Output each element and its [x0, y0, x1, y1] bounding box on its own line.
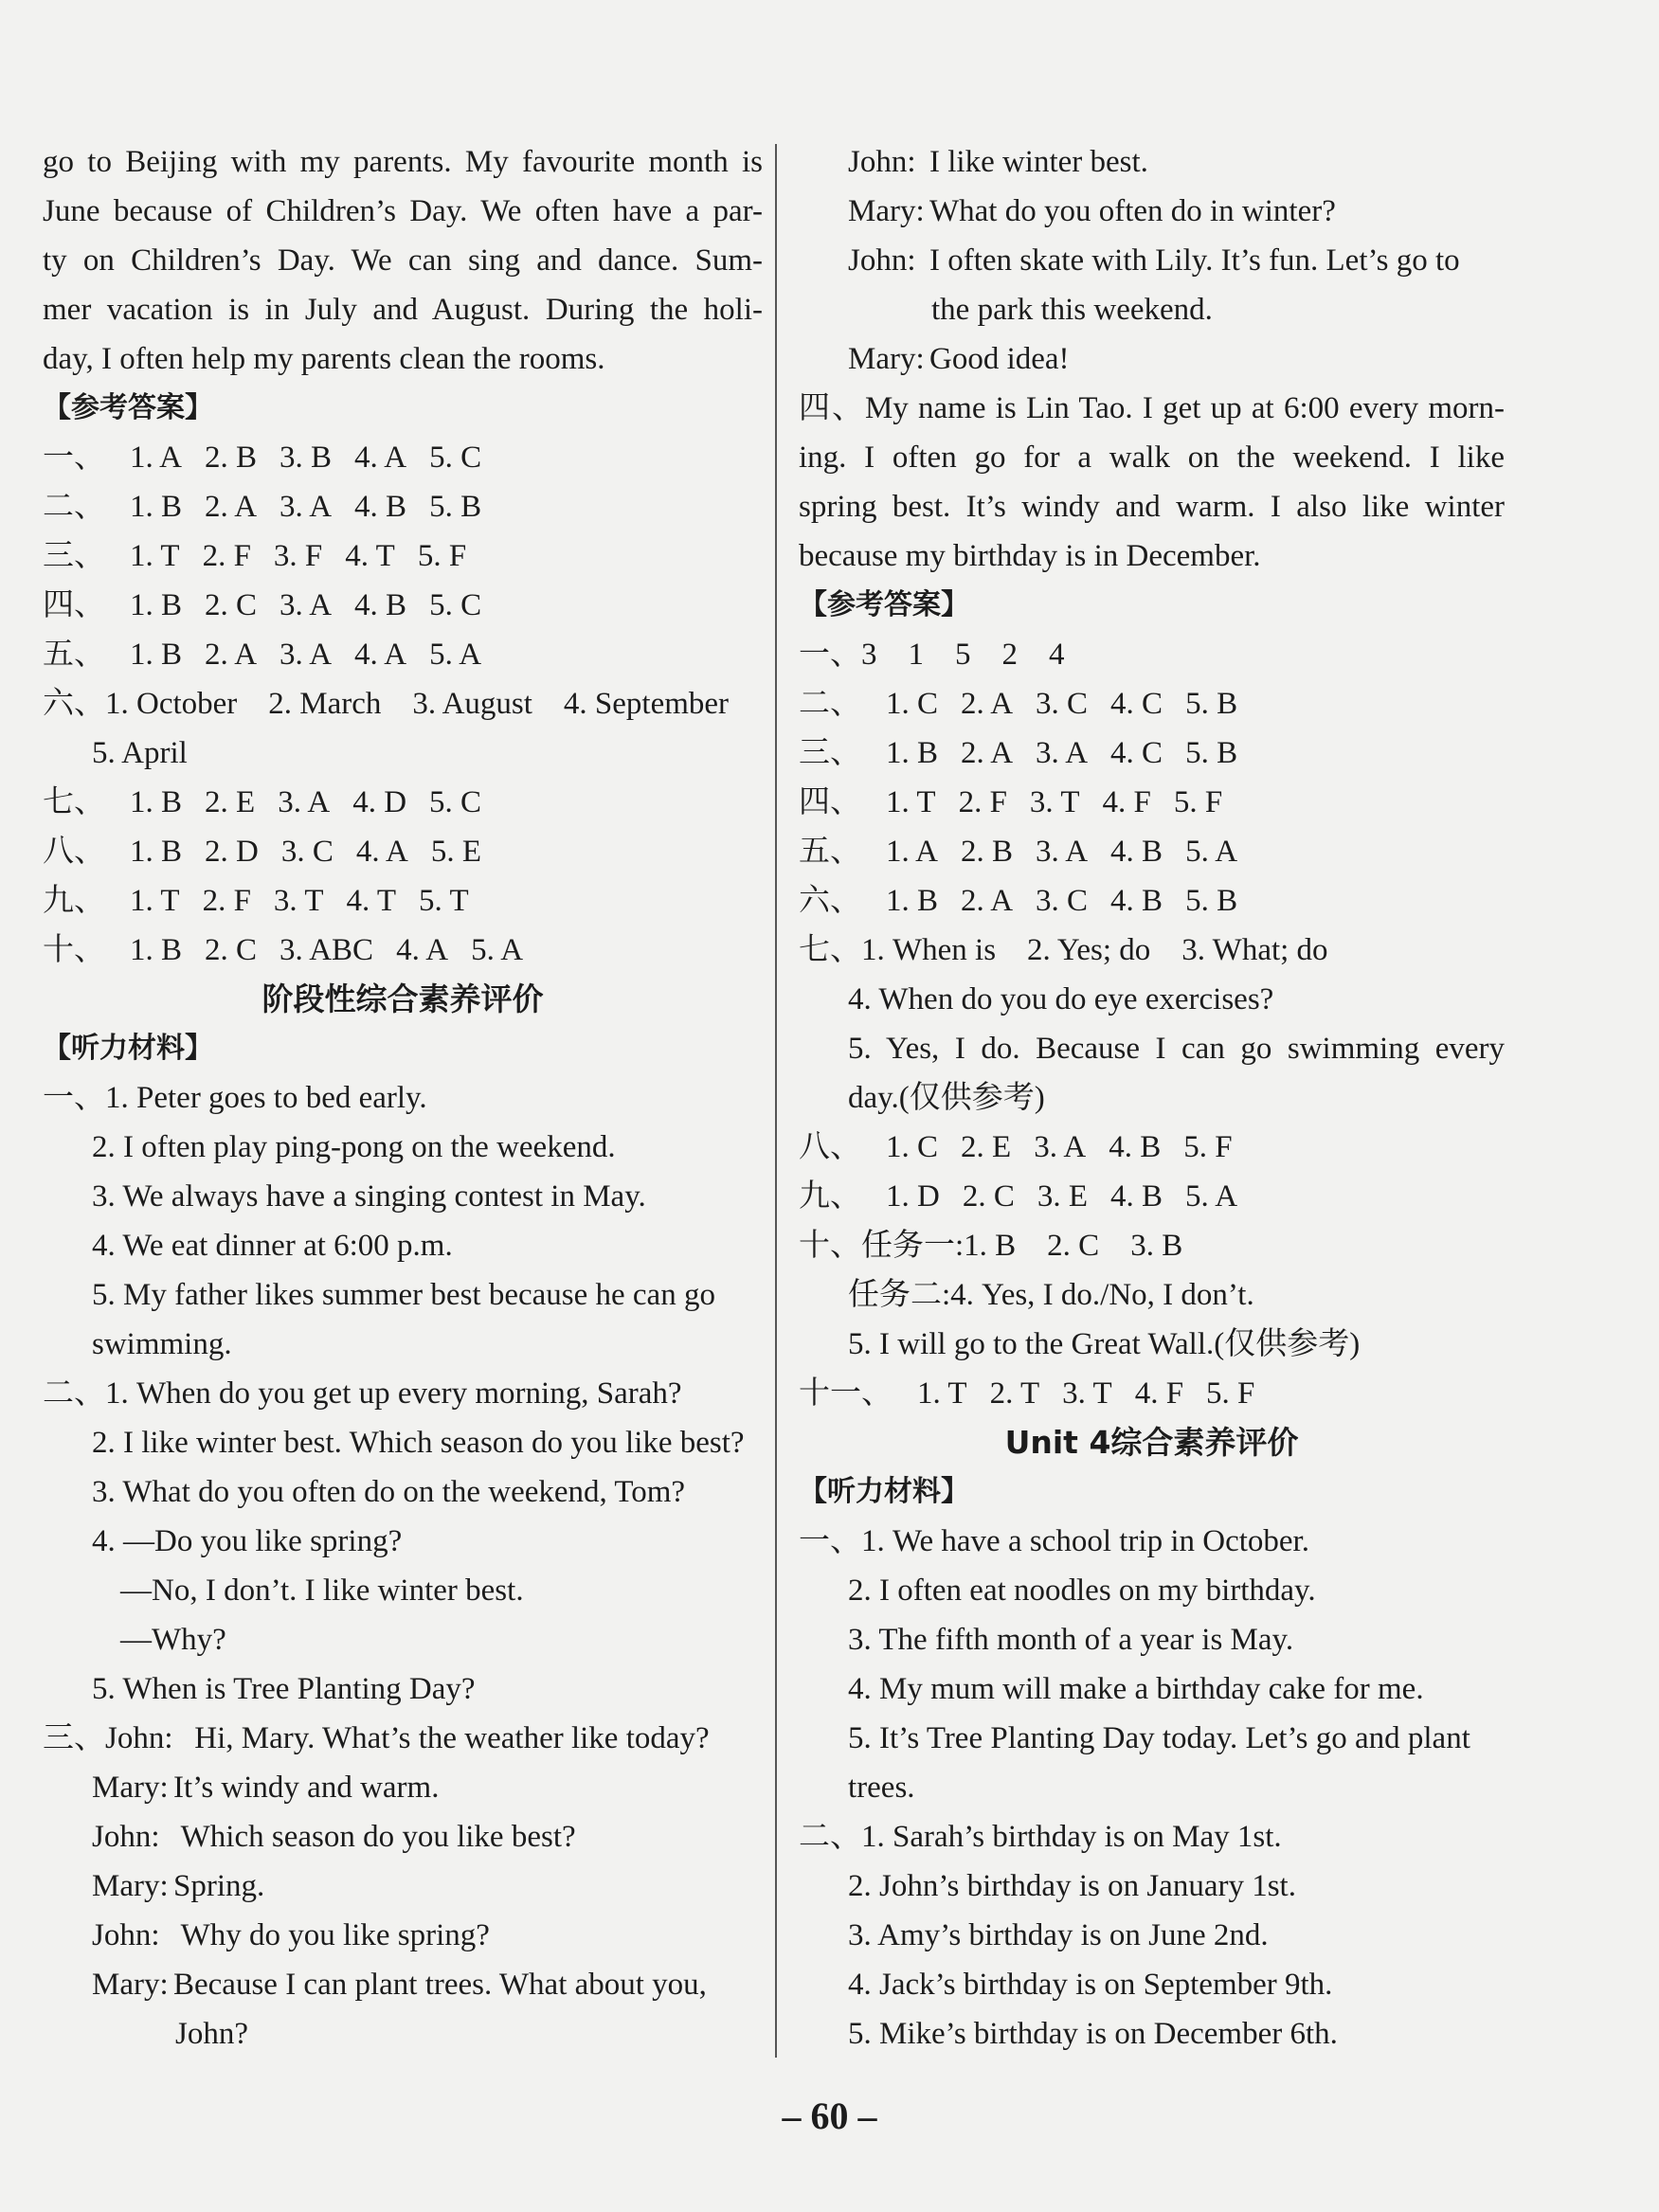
dialogue-line: Mary: Because I can plant trees. What about you,	[92, 1968, 707, 2002]
answer-row: 四、 1. B 2. C 3. A 4. B 5. C	[43, 588, 482, 622]
listening-line: 3. We always have a singing contest in May.	[92, 1179, 646, 1214]
dialogue-line: John: Which season do you like best?	[92, 1820, 576, 1854]
answer-row-cont: 5. Yes, I do. Because I can go swimming every	[848, 1032, 1505, 1066]
answer-row: 十、任务一:1. B 2. C 3. B	[799, 1229, 1183, 1263]
dialogue-line: Mary: Spring.	[92, 1869, 265, 1903]
intro-line: ty on Children’s Day. We can sing and dance. Sum-	[43, 243, 763, 278]
answer-row: 三、 1. B 2. A 3. A 4. C 5. B	[799, 736, 1238, 770]
intro-line: go to Beijing with my parents. My favourite month is	[43, 145, 763, 179]
answer-row-cont: day.(仅供参考)	[848, 1081, 1045, 1115]
dialogue-line: John?	[175, 2017, 248, 2051]
listening-line: 3. Amy’s birthday is on June 2nd.	[848, 1918, 1269, 1952]
dialogue-line: Mary: It’s windy and warm.	[92, 1771, 440, 1805]
listening-line: 二、1. When do you get up every morning, Sarah?	[43, 1376, 682, 1411]
section-title: 阶段性综合素养评价	[261, 980, 544, 1017]
listening-line: 3. The fifth month of a year is May.	[848, 1623, 1294, 1657]
answer-header: 【参考答案】	[43, 391, 213, 424]
answer-row-cont: 5. I will go to the Great Wall.(仅供参考)	[848, 1327, 1361, 1361]
passage-line: because my birthday is in December.	[799, 539, 1261, 573]
dialogue-line: 三、John: Hi, Mary. What’s the weather like today?	[43, 1721, 710, 1755]
right-column	[799, 137, 1505, 2059]
listening-line: 4. Jack’s birthday is on September 9th.	[848, 1968, 1333, 2002]
listening-line: 4. We eat dinner at 6:00 p.m.	[92, 1229, 453, 1263]
dialogue-line: the park this weekend.	[931, 293, 1213, 327]
listening-line: 3. What do you often do on the weekend, Tom?	[92, 1475, 686, 1509]
answer-row: 五、 1. A 2. B 3. A 4. B 5. A	[799, 835, 1238, 869]
section-title: Unit 4综合素养评价	[1004, 1424, 1299, 1461]
listening-line: —Why?	[120, 1623, 226, 1657]
listening-line: 5. When is Tree Planting Day?	[92, 1672, 476, 1706]
dialogue-line: Mary: What do you often do in winter?	[848, 194, 1336, 228]
answer-row: 六、1. October 2. March 3. August 4. September	[43, 687, 730, 721]
passage-line: ing. I often go for a walk on the weekend. I like	[799, 441, 1505, 475]
dialogue-line: John: Why do you like spring?	[92, 1918, 490, 1952]
listening-line: 4. —Do you like spring?	[92, 1524, 403, 1558]
listening-line: 2. I like winter best. Which season do you like best?	[92, 1426, 745, 1460]
passage-line: 四、My name is Lin Tao. I get up at 6:00 every morn-	[799, 391, 1505, 425]
page-number: – 60 –	[782, 2095, 877, 2137]
answer-header: 【参考答案】	[799, 588, 969, 621]
answer-row: 四、 1. T 2. F 3. T 4. F 5. F	[799, 785, 1223, 819]
dialogue-line: John: I like winter best.	[848, 145, 1148, 179]
listening-line: 5. Mike’s birthday is on December 6th.	[848, 2017, 1338, 2051]
answer-row-cont: 4. When do you do eye exercises?	[848, 982, 1274, 1016]
answer-row: 三、 1. T 2. F 3. F 4. T 5. F	[43, 539, 467, 573]
answer-row: 九、 1. D 2. C 3. E 4. B 5. A	[799, 1179, 1238, 1214]
answer-row: 一、 1. A 2. B 3. B 4. A 5. C	[43, 441, 482, 475]
listening-header: 【听力材料】	[799, 1475, 969, 1508]
listening-line: 2. I often eat noodles on my birthday.	[848, 1574, 1316, 1608]
answer-row: 十一、 1. T 2. T 3. T 4. F 5. F	[799, 1376, 1255, 1411]
listening-line: 2. I often play ping-pong on the weekend.	[92, 1130, 616, 1164]
answer-row: 二、 1. C 2. A 3. C 4. C 5. B	[799, 687, 1238, 721]
answer-row-cont: 任务二:4. Yes, I do./No, I don’t.	[848, 1278, 1254, 1312]
answer-row: 十、 1. B 2. C 3. ABC 4. A 5. A	[43, 933, 524, 967]
answer-row: 九、 1. T 2. F 3. T 4. T 5. T	[43, 884, 469, 918]
dialogue-line: Mary: Good idea!	[848, 342, 1070, 376]
listening-line: 2. John’s birthday is on January 1st.	[848, 1869, 1296, 1903]
answer-row: 八、 1. B 2. D 3. C 4. A 5. E	[43, 835, 482, 869]
listening-line: trees.	[848, 1771, 915, 1805]
listening-header: 【听力材料】	[43, 1032, 213, 1065]
answer-row-cont: 5. April	[92, 736, 188, 770]
listening-line: swimming.	[92, 1327, 232, 1361]
dialogue-line: John: I often skate with Lily. It’s fun. Let’s go to	[848, 243, 1460, 278]
answer-row: 一、3 1 5 2 4	[799, 638, 1065, 672]
column-divider	[775, 144, 777, 2058]
listening-line: 一、1. Peter goes to bed early.	[43, 1081, 427, 1115]
intro-line: mer vacation is in July and August. During the holi-	[43, 293, 763, 327]
answer-row: 七、 1. B 2. E 3. A 4. D 5. C	[43, 785, 482, 819]
answer-row: 七、1. When is 2. Yes; do 3. What; do	[799, 933, 1328, 967]
listening-line: 4. My mum will make a birthday cake for me.	[848, 1672, 1424, 1706]
answer-row: 八、 1. C 2. E 3. A 4. B 5. F	[799, 1130, 1233, 1164]
intro-line: day, I often help my parents clean the rooms.	[43, 342, 605, 376]
passage-line: spring best. It’s windy and warm. I also like winter	[799, 490, 1505, 524]
listening-line: 5. It’s Tree Planting Day today. Let’s go and plant	[848, 1721, 1470, 1755]
answer-row: 五、 1. B 2. A 3. A 4. A 5. A	[43, 638, 482, 672]
listening-line: —No, I don’t. I like winter best.	[120, 1574, 524, 1608]
listening-line: 二、1. Sarah’s birthday is on May 1st.	[799, 1820, 1282, 1854]
answer-row: 六、 1. B 2. A 3. C 4. B 5. B	[799, 884, 1238, 918]
answer-row: 二、 1. B 2. A 3. A 4. B 5. B	[43, 490, 482, 524]
listening-line: 一、1. We have a school trip in October.	[799, 1524, 1309, 1558]
intro-line: June because of Children’s Day. We often have a par-	[43, 194, 763, 228]
listening-line: 5. My father likes summer best because he can go	[92, 1278, 715, 1312]
left-column	[43, 137, 763, 2059]
